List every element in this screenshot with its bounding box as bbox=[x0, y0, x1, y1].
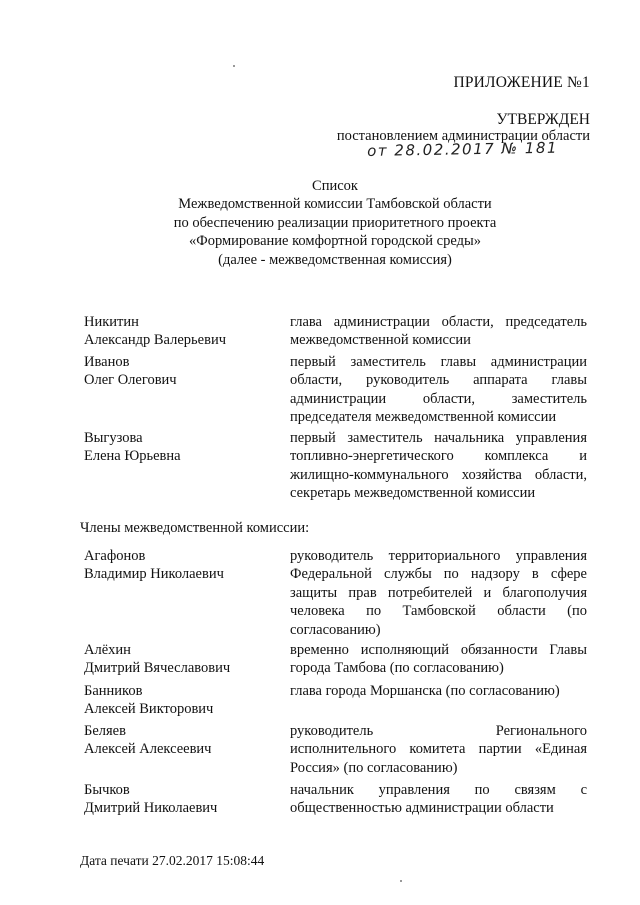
person-name bbox=[84, 722, 274, 759]
role-line: глава администрации области, председатель bbox=[290, 314, 587, 330]
role-line: города Тамбова (по согласованию) bbox=[290, 660, 504, 677]
role-line: временно исполняющий обязанности Главы bbox=[290, 642, 587, 658]
role-line: области, руководитель аппарата главы bbox=[290, 372, 587, 389]
person-role bbox=[290, 641, 587, 678]
person-given-names: Олег Олегович bbox=[84, 372, 177, 389]
person-role bbox=[290, 547, 587, 639]
scan-speck bbox=[233, 65, 235, 67]
person-given-names: Дмитрий Вячеславович bbox=[84, 660, 231, 677]
role-line: глава города Моршанска (по согласованию) bbox=[290, 683, 560, 699]
role-line: начальник управления по связям с bbox=[290, 782, 587, 798]
resolution-label: постановлением администрации области bbox=[336, 128, 590, 144]
role-line: жилищно-коммунального хозяйства области, bbox=[290, 466, 587, 483]
role-line: первый заместитель главы администрации bbox=[290, 354, 587, 370]
handwritten-date-number: от 28.02.2017 № 181 bbox=[367, 138, 559, 160]
person-role bbox=[290, 313, 587, 350]
person-surname: Агафонов bbox=[84, 548, 146, 564]
role-line: согласованию) bbox=[290, 621, 381, 638]
person-given-names: Владимир Николаевич bbox=[84, 566, 224, 583]
role-line: топливно-энергетического комплекса и bbox=[290, 448, 587, 465]
approved-label: УТВЕРЖДЕН bbox=[496, 111, 590, 128]
person-surname: Банников bbox=[84, 683, 143, 699]
person-role bbox=[290, 682, 587, 700]
person-surname: Бычков bbox=[84, 782, 130, 798]
role-line: первый заместитель начальника управления bbox=[290, 430, 587, 446]
title-line: Список bbox=[312, 178, 358, 194]
person-role bbox=[290, 429, 587, 503]
person-name bbox=[84, 429, 274, 466]
person-name bbox=[84, 682, 274, 719]
role-line: секретарь межведомственной комиссии bbox=[290, 485, 536, 502]
person-role bbox=[290, 781, 587, 818]
person-given-names: Дмитрий Николаевич bbox=[84, 800, 218, 817]
person-given-names: Алексей Алексеевич bbox=[84, 741, 212, 758]
role-line: общественностью администрации области bbox=[290, 800, 554, 817]
person-role bbox=[290, 353, 587, 427]
person-surname: Беляев bbox=[84, 723, 126, 739]
appendix-label: ПРИЛОЖЕНИЕ №1 bbox=[453, 74, 590, 91]
person-name bbox=[84, 353, 274, 390]
person-surname: Алёхин bbox=[84, 642, 131, 658]
role-line: исполнительного комитета партии «Единая bbox=[290, 741, 587, 758]
role-line: руководитель Регионального bbox=[290, 723, 587, 739]
role-line: Федеральной службы по надзору в сфере bbox=[290, 566, 587, 583]
print-date-footer: Дата печати 27.02.2017 15:08:44 bbox=[80, 853, 265, 868]
scan-speck bbox=[400, 880, 402, 882]
title-line: по обеспечению реализации приоритетного проекта bbox=[173, 214, 497, 231]
person-name bbox=[84, 547, 274, 584]
members-heading: Члены межведомственной комиссии: bbox=[80, 520, 310, 536]
person-surname: Выгузова bbox=[84, 430, 143, 446]
role-line: Россия» (по согласованию) bbox=[290, 759, 458, 776]
role-line: защиты прав потребителей и благополучия bbox=[290, 584, 587, 601]
person-given-names: Александр Валерьевич bbox=[84, 332, 226, 349]
role-line: межведомственной комиссии bbox=[290, 332, 471, 349]
title-block bbox=[40, 177, 630, 269]
title-line: «Формирование комфортной городской среды» bbox=[189, 233, 481, 250]
person-name bbox=[84, 641, 274, 678]
person-surname: Иванов bbox=[84, 354, 130, 370]
title-line: (далее - межведомственная комиссия) bbox=[218, 251, 452, 268]
role-line: председателя межведомственной комиссии bbox=[290, 409, 557, 426]
role-line: руководитель территориального управления bbox=[290, 548, 587, 564]
person-surname: Никитин bbox=[84, 314, 139, 330]
person-role bbox=[290, 722, 587, 777]
person-name bbox=[84, 781, 274, 818]
person-name bbox=[84, 313, 274, 350]
person-given-names: Алексей Викторович bbox=[84, 701, 214, 718]
role-line: человека по Тамбовской области (по bbox=[290, 603, 587, 620]
person-given-names: Елена Юрьевна bbox=[84, 448, 181, 465]
role-line: администрации области, заместитель bbox=[290, 390, 587, 407]
title-line: Межведомственной комиссии Тамбовской области bbox=[178, 196, 492, 213]
